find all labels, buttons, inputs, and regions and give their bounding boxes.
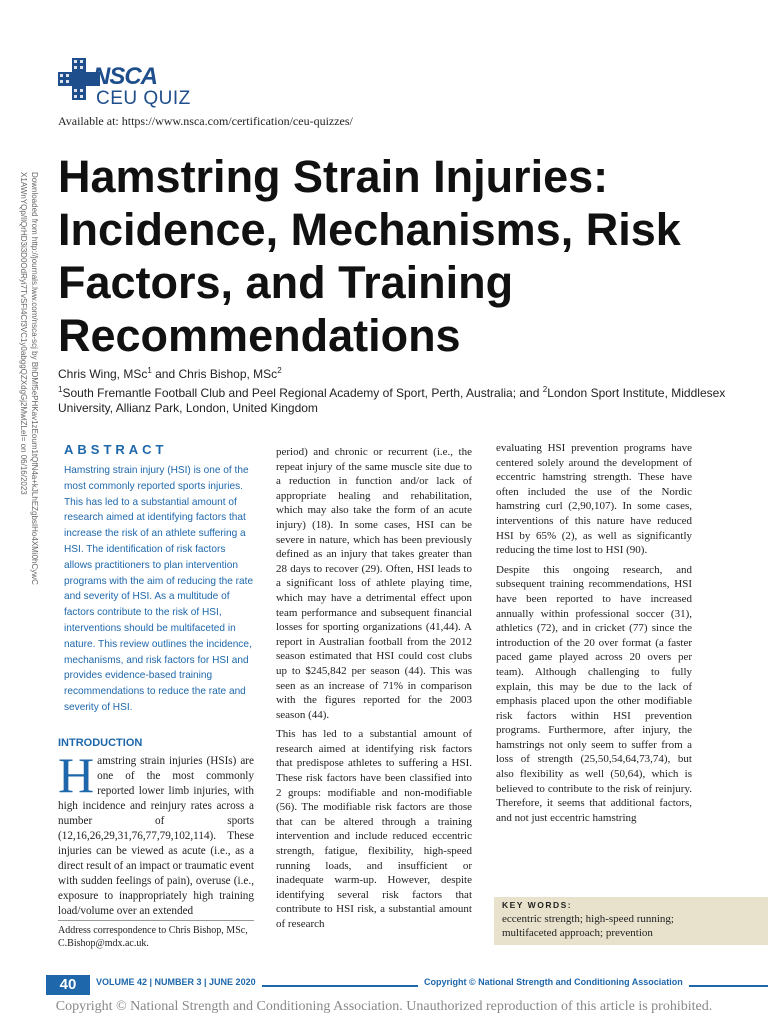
keywords-heading: KEY WORDS: [502,900,573,910]
abstract-heading: ABSTRACT [64,442,168,457]
abstract-text: Hamstring strain injury (HSI) is one of the most commonly reported sports injuries. This has led to a substantial amount of research aimed at identifying factors that increase the risk of an athlete suffering a HSI. The identification of risk factors allows practitioners to plan intervention programs with the aim of reducing the rate and severity of HSI. As a multitude of factors contribute to the risk of HSI, interventions should be multifaceted in nature. This review outlines the incidence, mechanisms, and risk factors for HSI and provides evidence-based training recommendations to reduce the rate and severity of HSI. [64,465,254,713]
affiliation-1: South Fremantle Football Club and Peel Regional Academy of Sport, Perth, Australia; and [62,386,543,400]
body-column-3 [496,441,692,830]
download-sidenote-text: Downloaded from http://journals.lww.com/nsca-scj by BhDMf5ePHKav1zEoum1tQfN4a+kJLhEZgbsIHo4XMi0hCywC X1AWnYQp/IlQrHD3i3D0OdRyi7TvSFl4Cf3VC1y0abggQZXdgGj2MwlZLeI= on 06/16/2023 [19,172,39,585]
author-2: and Chris Bishop, MSc [151,367,278,381]
col3-paragraph-1: evaluating HSI prevention programs have centered solely around the development of eccentric hamstring strength. These have often included the use of the Nordic hamstring curl (2,90,107). In some cases, interventions of this nature have reduced HSI by 65% (2), as well as significantly reducing the time lost to HSI (90). [496,442,692,557]
author-2-sup: 2 [277,366,282,375]
body-column-2 [276,445,472,937]
article-title: Hamstring Strain Injuries: Incidence, Mechanisms, Risk Factors, and Training Recommendations [58,151,681,361]
correspondence-divider [58,920,254,921]
affiliation-line [58,382,738,416]
issue-info: VOLUME 42 | NUMBER 3 | JUNE 2020 [96,977,262,987]
reproduction-notice: Copyright © National Strength and Conditioning Association. Unauthorized reproduction of this article is prohibited. [55,999,713,1014]
aff-2-sup: 2 [542,385,548,394]
availability-link[interactable]: Available at: https://www.nsca.com/certification/ceu-quizzes/ [58,114,353,128]
logo-subtitle: CEU QUIZ [96,88,191,109]
correspondence-note: Address correspondence to Chris Bishop, MSc, C.Bishop@mdx.ac.uk. [58,925,248,949]
introduction-text-block [58,747,255,919]
col2-paragraph-2: This has led to a substantial amount of research aimed at identifying risk factors that predispose athletes to suffering a HSI. These risk factors have been classified into 2 groups: modifiable and non-modifiable (56). The modifiable risk factors are those that can be altered through a training intervention and include reduced eccentric strength, fatigue, flexibility, high-speed running loads, and insufficient or inadequate warm-up. However, despite identifying several risk factors that contribute to HSI risk, a substantial amount of research [276,728,472,930]
author-1-sup: 1 [147,366,152,375]
introduction-text: amstring strain injuries (HSIs) are one of the most commonly reported lower limb injuries, with high incidence and reinjury rates across a number of sports (12,16,26,29,31,76,77,79,102,114). These injuries can be viewed as acute (i.e., as a direct result of an impact or traumatic event with sudden feelings of pain), overuse (i.e., exposure to inappropriately high training load/volume over an extended [58,755,255,917]
drop-cap: H [58,747,95,803]
logo-brand: NSCA [93,63,158,90]
keywords-text: eccentric strength; high-speed running; multifaceted approach; prevention [502,913,674,939]
author-1: Chris Wing, MSc [58,367,148,381]
footer-copyright: Copyright © National Strength and Conditioning Association [418,977,689,987]
author-line [58,363,738,382]
col3-paragraph-2: Despite this ongoing research, and subsequent training recommendations, HSI have been reported to have increased annually within professional soccer (31), athletics (72), and in cricket (77) since the introduction of the 20 over format (a faster paced game played across 20 overs per team). Although challenging to fully explain, this may be due to the lack of emphasis placed upon the other modifiable risk factors within HSI prevention programs. Furthermore, after injury, the hamstrings not only seem to suffer from a loss of strength (25,50,54,64,73,74), but also flexibility as well (50,64), which is believed to contribute to the risk of reinjury. Therefore, it seems that additional factors, and not just eccentric hamstring [496,563,692,824]
author-block [58,363,738,416]
aff-1-sup: 1 [58,385,63,394]
col2-paragraph-1: period) and chronic or recurrent (i.e., the repeat injury of the same muscle site due to a reduction in function and/or lack of appropriate healing and rehabilitation, which may also take the form of an acute injury) (18). In some cases, HSI can be severe in nature, which has been previously defined as an injury that takes greater than 28 days to recover (29). Often, HSI leads to a significant loss of athlete playing time, which may have a detrimental effect upon team performance and subsequent financial losses for sporting organizations (41,44). A report in Australian football from the 2012 season estimated that HSI could cost clubs up to $245,842 per season (44). This was seen as an increase of 71% in comparison with the figures reported for the 2003 season (44). [276,446,472,721]
affiliation-2: London Sport Institute, Middlesex University, Allianz Park, London, United Kingdom [58,386,726,415]
download-sidenote [6,172,40,612]
page-number: 40 [46,975,90,995]
introduction-heading: INTRODUCTION [58,737,143,749]
